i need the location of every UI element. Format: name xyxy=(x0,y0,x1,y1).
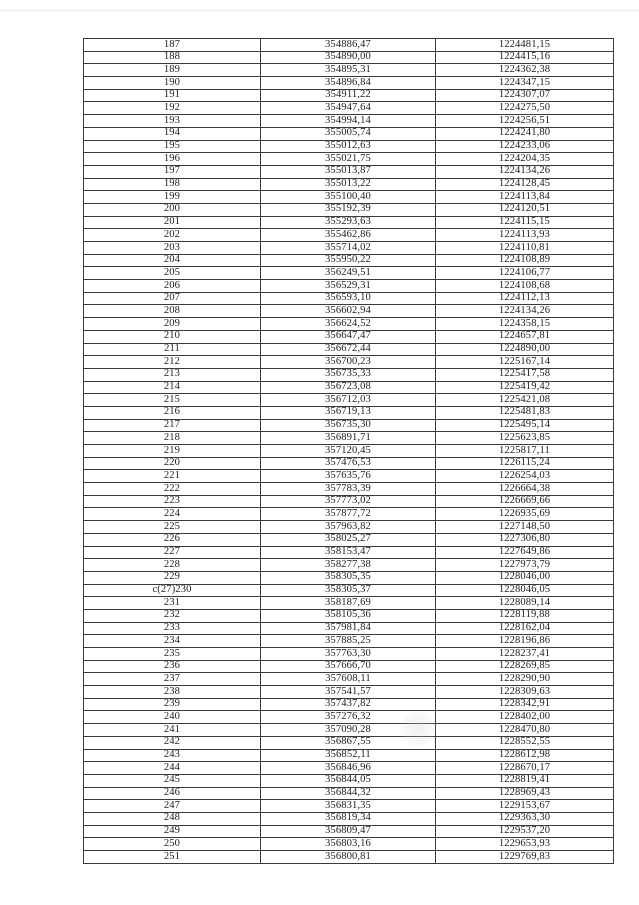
x-coordinate-cell: 357783,39 xyxy=(261,483,436,496)
y-coordinate-cell: 1228237,41 xyxy=(436,648,614,661)
table-row xyxy=(84,546,614,559)
y-coordinate-cell: 1224233,06 xyxy=(436,140,614,153)
x-coordinate-cell: 356700,23 xyxy=(261,356,436,369)
y-coordinate-cell: 1224115,15 xyxy=(436,216,614,229)
y-coordinate-cell: 1226115,24 xyxy=(436,457,614,470)
table-row xyxy=(84,774,614,787)
table-row xyxy=(84,153,614,166)
y-coordinate-cell: 1229537,20 xyxy=(436,825,614,838)
table-row xyxy=(84,394,614,407)
table-row xyxy=(84,812,614,825)
point-number-cell: 201 xyxy=(84,216,261,229)
point-number-cell: 199 xyxy=(84,191,261,204)
y-coordinate-cell: 1228046,05 xyxy=(436,584,614,597)
point-number-cell: 216 xyxy=(84,406,261,419)
table-row xyxy=(84,305,614,318)
point-number-cell: 200 xyxy=(84,203,261,216)
table-row xyxy=(84,559,614,572)
table-row xyxy=(84,127,614,140)
x-coordinate-cell: 356735,33 xyxy=(261,368,436,381)
point-number-cell: 198 xyxy=(84,178,261,191)
y-coordinate-cell: 1228819,41 xyxy=(436,774,614,787)
x-coordinate-cell: 356529,31 xyxy=(261,280,436,293)
y-coordinate-cell: 1224347,15 xyxy=(436,77,614,90)
table-row xyxy=(84,330,614,343)
x-coordinate-cell: 356602,94 xyxy=(261,305,436,318)
point-number-cell: 206 xyxy=(84,280,261,293)
x-coordinate-cell: 357090,28 xyxy=(261,724,436,737)
y-coordinate-cell: 1224657,81 xyxy=(436,330,614,343)
point-number-cell: 239 xyxy=(84,698,261,711)
y-coordinate-cell: 1224307,07 xyxy=(436,89,614,102)
point-number-cell: 242 xyxy=(84,736,261,749)
x-coordinate-cell: 355005,74 xyxy=(261,127,436,140)
x-coordinate-cell: 355013,87 xyxy=(261,165,436,178)
y-coordinate-cell: 1225417,58 xyxy=(436,368,614,381)
coordinates-table xyxy=(83,38,614,864)
x-coordinate-cell: 358025,27 xyxy=(261,533,436,546)
y-coordinate-cell: 1224415,16 xyxy=(436,51,614,64)
table-row xyxy=(84,77,614,90)
y-coordinate-cell: 1224362,38 xyxy=(436,64,614,77)
y-coordinate-cell: 1224113,93 xyxy=(436,229,614,242)
point-number-cell: 238 xyxy=(84,686,261,699)
y-coordinate-cell: 1228269,85 xyxy=(436,660,614,673)
x-coordinate-cell: 358105,36 xyxy=(261,609,436,622)
x-coordinate-cell: 356891,71 xyxy=(261,432,436,445)
table-row xyxy=(84,483,614,496)
table-row xyxy=(84,419,614,432)
point-number-cell: 192 xyxy=(84,102,261,115)
point-number-cell: 217 xyxy=(84,419,261,432)
point-number-cell: 208 xyxy=(84,305,261,318)
y-coordinate-cell: 1228612,98 xyxy=(436,749,614,762)
x-coordinate-cell: 355462,86 xyxy=(261,229,436,242)
point-number-cell: 215 xyxy=(84,394,261,407)
y-coordinate-cell: 1224120,51 xyxy=(436,203,614,216)
x-coordinate-cell: 355021,75 xyxy=(261,153,436,166)
point-number-cell: 232 xyxy=(84,609,261,622)
point-number-cell: 222 xyxy=(84,483,261,496)
table-row xyxy=(84,711,614,724)
point-number-cell: 204 xyxy=(84,254,261,267)
y-coordinate-cell: 1229363,30 xyxy=(436,812,614,825)
point-number-cell: 231 xyxy=(84,597,261,610)
y-coordinate-cell: 1224112,13 xyxy=(436,292,614,305)
x-coordinate-cell: 356800,81 xyxy=(261,851,436,864)
x-coordinate-cell: 355714,02 xyxy=(261,242,436,255)
point-number-cell: 247 xyxy=(84,800,261,813)
point-number-cell: 235 xyxy=(84,648,261,661)
point-number-cell: 227 xyxy=(84,546,261,559)
y-coordinate-cell: 1227306,80 xyxy=(436,533,614,546)
table-row xyxy=(84,254,614,267)
point-number-cell: 218 xyxy=(84,432,261,445)
x-coordinate-cell: 356647,47 xyxy=(261,330,436,343)
point-number-cell: 223 xyxy=(84,495,261,508)
y-coordinate-cell: 1228402,00 xyxy=(436,711,614,724)
table-row xyxy=(84,686,614,699)
table-row xyxy=(84,635,614,648)
y-coordinate-cell: 1228162,04 xyxy=(436,622,614,635)
x-coordinate-cell: 357437,82 xyxy=(261,698,436,711)
y-coordinate-cell: 1229653,93 xyxy=(436,838,614,851)
point-number-cell: 249 xyxy=(84,825,261,838)
x-coordinate-cell: 356593,10 xyxy=(261,292,436,305)
table-row xyxy=(84,51,614,64)
table-row xyxy=(84,280,614,293)
x-coordinate-cell: 354994,14 xyxy=(261,115,436,128)
point-number-cell: 205 xyxy=(84,267,261,280)
x-coordinate-cell: 356867,55 xyxy=(261,736,436,749)
table-row xyxy=(84,673,614,686)
table-row xyxy=(84,495,614,508)
table-row xyxy=(84,521,614,534)
x-coordinate-cell: 356844,32 xyxy=(261,787,436,800)
y-coordinate-cell: 1224128,45 xyxy=(436,178,614,191)
table-row xyxy=(84,584,614,597)
x-coordinate-cell: 356819,34 xyxy=(261,812,436,825)
x-coordinate-cell: 356719,13 xyxy=(261,406,436,419)
point-number-cell: 202 xyxy=(84,229,261,242)
y-coordinate-cell: 1224890,00 xyxy=(436,343,614,356)
y-coordinate-cell: 1227148,50 xyxy=(436,521,614,534)
point-number-cell: 237 xyxy=(84,673,261,686)
x-coordinate-cell: 356249,51 xyxy=(261,267,436,280)
table-row xyxy=(84,89,614,102)
table-row xyxy=(84,660,614,673)
x-coordinate-cell: 357763,30 xyxy=(261,648,436,661)
x-coordinate-cell: 355012,63 xyxy=(261,140,436,153)
table-row xyxy=(84,165,614,178)
y-coordinate-cell: 1225419,42 xyxy=(436,381,614,394)
point-number-cell: 240 xyxy=(84,711,261,724)
point-number-cell: 203 xyxy=(84,242,261,255)
table-row xyxy=(84,724,614,737)
table-row xyxy=(84,762,614,775)
y-coordinate-cell: 1226669,66 xyxy=(436,495,614,508)
y-coordinate-cell: 1224241,80 xyxy=(436,127,614,140)
table-row xyxy=(84,622,614,635)
x-coordinate-cell: 357666,70 xyxy=(261,660,436,673)
x-coordinate-cell: 355013,22 xyxy=(261,178,436,191)
x-coordinate-cell: 355950,22 xyxy=(261,254,436,267)
point-number-cell: 236 xyxy=(84,660,261,673)
table-row xyxy=(84,140,614,153)
table-row xyxy=(84,533,614,546)
table-row xyxy=(84,64,614,77)
x-coordinate-cell: 357981,84 xyxy=(261,622,436,635)
x-coordinate-cell: 354896,84 xyxy=(261,77,436,90)
table-row xyxy=(84,216,614,229)
y-coordinate-cell: 1228969,43 xyxy=(436,787,614,800)
x-coordinate-cell: 358305,35 xyxy=(261,571,436,584)
point-number-cell: 213 xyxy=(84,368,261,381)
y-coordinate-cell: 1224275,50 xyxy=(436,102,614,115)
table-row xyxy=(84,115,614,128)
x-coordinate-cell: 354947,64 xyxy=(261,102,436,115)
x-coordinate-cell: 357476,53 xyxy=(261,457,436,470)
point-number-cell: 210 xyxy=(84,330,261,343)
point-number-cell: 207 xyxy=(84,292,261,305)
x-coordinate-cell: 357635,76 xyxy=(261,470,436,483)
point-number-cell: 190 xyxy=(84,77,261,90)
x-coordinate-cell: 354895,31 xyxy=(261,64,436,77)
table-row xyxy=(84,229,614,242)
y-coordinate-cell: 1224113,84 xyxy=(436,191,614,204)
point-number-cell: 219 xyxy=(84,445,261,458)
table-row xyxy=(84,102,614,115)
table-row xyxy=(84,381,614,394)
table-row xyxy=(84,609,614,622)
y-coordinate-cell: 1226254,03 xyxy=(436,470,614,483)
x-coordinate-cell: 356723,08 xyxy=(261,381,436,394)
x-coordinate-cell: 356831,35 xyxy=(261,800,436,813)
table-row xyxy=(84,508,614,521)
x-coordinate-cell: 358187,69 xyxy=(261,597,436,610)
point-number-cell: 194 xyxy=(84,127,261,140)
y-coordinate-cell: 1228089,14 xyxy=(436,597,614,610)
table-row xyxy=(84,356,614,369)
table-row xyxy=(84,597,614,610)
y-coordinate-cell: 1224106,77 xyxy=(436,267,614,280)
y-coordinate-cell: 1225623,85 xyxy=(436,432,614,445)
table-row xyxy=(84,851,614,864)
y-coordinate-cell: 1228552,55 xyxy=(436,736,614,749)
point-number-cell: 234 xyxy=(84,635,261,648)
x-coordinate-cell: 357541,57 xyxy=(261,686,436,699)
x-coordinate-cell: 356712,03 xyxy=(261,394,436,407)
point-number-cell: 221 xyxy=(84,470,261,483)
point-number-cell: 191 xyxy=(84,89,261,102)
point-number-cell: 187 xyxy=(84,39,261,52)
point-number-cell: 241 xyxy=(84,724,261,737)
point-number-cell: 225 xyxy=(84,521,261,534)
point-number-cell: 224 xyxy=(84,508,261,521)
y-coordinate-cell: 1225481,83 xyxy=(436,406,614,419)
x-coordinate-cell: 357120,45 xyxy=(261,445,436,458)
x-coordinate-cell: 356844,05 xyxy=(261,774,436,787)
table-row xyxy=(84,203,614,216)
coordinates-table-body xyxy=(84,39,614,864)
table-row xyxy=(84,432,614,445)
table-row xyxy=(84,191,614,204)
x-coordinate-cell: 357963,82 xyxy=(261,521,436,534)
y-coordinate-cell: 1224110,81 xyxy=(436,242,614,255)
table-row xyxy=(84,406,614,419)
y-coordinate-cell: 1225167,14 xyxy=(436,356,614,369)
table-row xyxy=(84,698,614,711)
point-number-cell: 193 xyxy=(84,115,261,128)
y-coordinate-cell: 1228342,91 xyxy=(436,698,614,711)
y-coordinate-cell: 1228196,86 xyxy=(436,635,614,648)
x-coordinate-cell: 358277,38 xyxy=(261,559,436,572)
y-coordinate-cell: 1224358,15 xyxy=(436,318,614,331)
table-row xyxy=(84,39,614,52)
table-row xyxy=(84,445,614,458)
y-coordinate-cell: 1229769,83 xyxy=(436,851,614,864)
point-number-cell: 211 xyxy=(84,343,261,356)
x-coordinate-cell: 355293,63 xyxy=(261,216,436,229)
table-row xyxy=(84,343,614,356)
point-number-cell: 245 xyxy=(84,774,261,787)
point-number-cell: 197 xyxy=(84,165,261,178)
point-number-cell: 229 xyxy=(84,571,261,584)
point-number-cell: 214 xyxy=(84,381,261,394)
point-number-cell: 233 xyxy=(84,622,261,635)
table-row xyxy=(84,749,614,762)
y-coordinate-cell: 1225817,11 xyxy=(436,445,614,458)
point-number-cell: 248 xyxy=(84,812,261,825)
point-number-cell: 228 xyxy=(84,559,261,572)
x-coordinate-cell: 358153,47 xyxy=(261,546,436,559)
page-top-edge xyxy=(0,0,639,11)
point-number-cell: 251 xyxy=(84,851,261,864)
x-coordinate-cell: 356846,96 xyxy=(261,762,436,775)
point-number-cell: 244 xyxy=(84,762,261,775)
table-row xyxy=(84,292,614,305)
table-row xyxy=(84,318,614,331)
x-coordinate-cell: 357877,72 xyxy=(261,508,436,521)
point-number-cell: 246 xyxy=(84,787,261,800)
x-coordinate-cell: 354886,47 xyxy=(261,39,436,52)
table-row xyxy=(84,470,614,483)
point-number-cell: 226 xyxy=(84,533,261,546)
table-row xyxy=(84,736,614,749)
y-coordinate-cell: 1228670,17 xyxy=(436,762,614,775)
x-coordinate-cell: 355192,39 xyxy=(261,203,436,216)
y-coordinate-cell: 1225495,14 xyxy=(436,419,614,432)
x-coordinate-cell: 356803,16 xyxy=(261,838,436,851)
x-coordinate-cell: 358305,37 xyxy=(261,584,436,597)
x-coordinate-cell: 357276,32 xyxy=(261,711,436,724)
x-coordinate-cell: 356672,44 xyxy=(261,343,436,356)
table-row xyxy=(84,267,614,280)
point-number-cell: 250 xyxy=(84,838,261,851)
y-coordinate-cell: 1224481,15 xyxy=(436,39,614,52)
y-coordinate-cell: 1228119,88 xyxy=(436,609,614,622)
table-row xyxy=(84,457,614,470)
table-row xyxy=(84,787,614,800)
point-number-cell: 188 xyxy=(84,51,261,64)
y-coordinate-cell: 1228309,63 xyxy=(436,686,614,699)
x-coordinate-cell: 355100,40 xyxy=(261,191,436,204)
y-coordinate-cell: 1224108,89 xyxy=(436,254,614,267)
point-number-cell: 209 xyxy=(84,318,261,331)
table-row xyxy=(84,368,614,381)
x-coordinate-cell: 356852,11 xyxy=(261,749,436,762)
x-coordinate-cell: 357773,02 xyxy=(261,495,436,508)
x-coordinate-cell: 357608,11 xyxy=(261,673,436,686)
y-coordinate-cell: 1228470,80 xyxy=(436,724,614,737)
table-row xyxy=(84,178,614,191)
table-row xyxy=(84,242,614,255)
y-coordinate-cell: 1224108,68 xyxy=(436,280,614,293)
table-row xyxy=(84,571,614,584)
y-coordinate-cell: 1225421,08 xyxy=(436,394,614,407)
y-coordinate-cell: 1226935,69 xyxy=(436,508,614,521)
y-coordinate-cell: 1227973,79 xyxy=(436,559,614,572)
y-coordinate-cell: 1227649,86 xyxy=(436,546,614,559)
point-number-cell: c(27)230 xyxy=(84,584,261,597)
point-number-cell: 195 xyxy=(84,140,261,153)
y-coordinate-cell: 1228290,90 xyxy=(436,673,614,686)
y-coordinate-cell: 1224134,26 xyxy=(436,305,614,318)
table-row xyxy=(84,838,614,851)
y-coordinate-cell: 1226664,38 xyxy=(436,483,614,496)
table-row xyxy=(84,800,614,813)
point-number-cell: 220 xyxy=(84,457,261,470)
x-coordinate-cell: 357885,25 xyxy=(261,635,436,648)
x-coordinate-cell: 356809,47 xyxy=(261,825,436,838)
x-coordinate-cell: 354911,22 xyxy=(261,89,436,102)
x-coordinate-cell: 356624,52 xyxy=(261,318,436,331)
table-row xyxy=(84,648,614,661)
point-number-cell: 212 xyxy=(84,356,261,369)
y-coordinate-cell: 1229153,67 xyxy=(436,800,614,813)
y-coordinate-cell: 1224256,51 xyxy=(436,115,614,128)
point-number-cell: 196 xyxy=(84,153,261,166)
table-row xyxy=(84,825,614,838)
x-coordinate-cell: 354890,00 xyxy=(261,51,436,64)
y-coordinate-cell: 1228046,00 xyxy=(436,571,614,584)
y-coordinate-cell: 1224134,26 xyxy=(436,165,614,178)
point-number-cell: 243 xyxy=(84,749,261,762)
y-coordinate-cell: 1224204,35 xyxy=(436,153,614,166)
x-coordinate-cell: 356735,30 xyxy=(261,419,436,432)
point-number-cell: 189 xyxy=(84,64,261,77)
